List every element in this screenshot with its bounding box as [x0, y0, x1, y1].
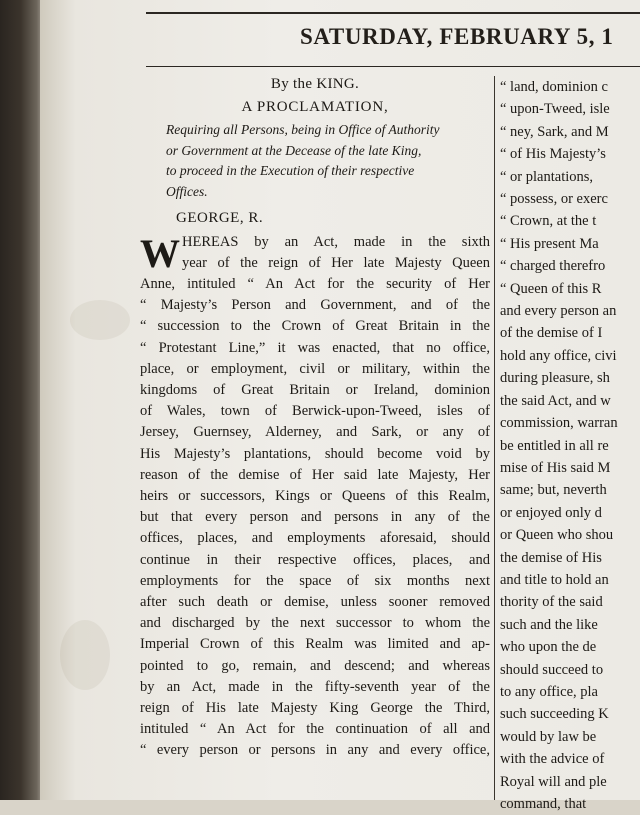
continuation-line: of the demise of I: [500, 325, 603, 342]
continuation-line: the said Act, and w: [500, 392, 611, 409]
body-lines: [140, 274, 490, 762]
continuation-line: with the advice of: [500, 751, 605, 768]
body-line: and discharged by the next successor to whom the: [140, 615, 490, 632]
date-rule: [146, 66, 640, 67]
continuation-line: or enjoyed only d: [500, 504, 602, 521]
body-line: reign of His late Majesty King George the Third,: [140, 700, 490, 717]
continuation-line: and every person an: [500, 303, 617, 320]
continuation-line: “ Crown, at the t: [500, 213, 597, 230]
body-line: offices, places, and employments aforesaid, should: [140, 530, 490, 547]
subtitle-line: Requiring all Persons, being in Office of Authority: [166, 122, 440, 138]
masthead-rule: [146, 12, 640, 14]
body-line: place, or employment, civil or military, within the: [140, 360, 490, 377]
continuation-line: “ charged therefro: [500, 258, 606, 275]
continuation-line: would by law be: [500, 728, 597, 745]
proclamation-column: [140, 70, 490, 762]
continuation-line: commission, warran: [500, 415, 618, 432]
continuation-line: “ of His Majesty’s: [500, 146, 606, 163]
continuation-line: command, that: [500, 796, 587, 812]
continuation-line: such succeeding K: [500, 706, 609, 723]
body-line: employments for the space of six months next: [140, 572, 490, 589]
issue-date: SATURDAY, FEBRUARY 5, 1: [300, 24, 614, 49]
body-line: kingdoms of Great Britain or Ireland, dominion: [140, 382, 490, 399]
heading-proclamation: A PROCLAMATION,: [241, 99, 389, 116]
body-line: “ succession to the Crown of Great Britain in the: [140, 318, 490, 335]
continuation-line: should succeed to: [500, 661, 604, 678]
continuation-line: mise of His said M: [500, 459, 611, 476]
body-line: “ Protestant Line,” it was enacted, that no office,: [140, 339, 490, 356]
body-line: pointed to go, remain, and descend; and whereas: [140, 657, 490, 674]
body-line: Anne, intituled “ An Act for the security of Her: [140, 276, 490, 293]
continuation-column: [500, 76, 640, 815]
body-line: Jersey, Guernsey, Alderney, and Sark, or any of: [140, 424, 490, 441]
heading-by-the-king: By the KING.: [270, 76, 360, 92]
foxing-stain: [70, 300, 130, 340]
continuation-line: “ Queen of this R: [500, 280, 602, 297]
continuation-line: “ His present Ma: [500, 235, 599, 252]
royal-signature: GEORGE, R.: [176, 210, 264, 227]
continuation-line: “ or plantations,: [500, 168, 594, 185]
continuation-line: “ land, dominion c: [500, 79, 608, 95]
continuation-line: who upon the de: [500, 639, 597, 656]
continuation-line: the demise of His: [500, 549, 602, 566]
proclamation-subtitle: [140, 120, 490, 202]
continuation-line: thority of the said: [500, 594, 603, 611]
body-line: by an Act, made in the fifty-seventh year of the: [140, 678, 490, 695]
subtitle-line: or Government at the Decease of the late King,: [166, 142, 422, 158]
body-line: after such death or demise, unless sooner removed: [140, 594, 490, 611]
continuation-line: “ upon-Tweed, isle: [500, 101, 610, 118]
continuation-line: or Queen who shou: [500, 527, 614, 544]
body-line: Imperial Crown of this Realm was limited and ap-: [140, 636, 490, 653]
continuation-line: hold any office, civi: [500, 347, 617, 364]
continuation-line: and title to hold an: [500, 571, 609, 588]
body-line: “ Majesty’s Person and Government, and of the: [140, 297, 490, 314]
body-line: continue in their respective offices, places, and: [140, 551, 490, 568]
body-line: but that every person and persons in any of the: [140, 509, 490, 526]
continuation-line: Royal will and ple: [500, 773, 607, 790]
drop-cap: W: [140, 230, 180, 276]
body-line: HEREAS by an Act, made in the sixth: [182, 233, 490, 250]
continuation-line: such and the like: [500, 616, 598, 633]
body-line: of Wales, town of Berwick-upon-Tweed, isles of: [140, 403, 490, 420]
body-line: intituled “ An Act for the continuation of all and: [140, 721, 490, 738]
continuation-line: same; but, neverth: [500, 482, 607, 499]
subtitle-line: to proceed in the Execution of their respective: [166, 163, 415, 179]
body-line: year of the reign of Her late Majesty Queen: [182, 254, 490, 271]
continuation-line: to any office, pla: [500, 683, 598, 700]
body-line: His Majesty’s plantations, should become void by: [140, 445, 490, 462]
foxing-stain: [60, 620, 110, 690]
continuation-line: “ ney, Sark, and M: [500, 123, 609, 140]
proclamation-body: [140, 232, 490, 762]
subtitle-line: Offices.: [166, 183, 208, 199]
continuation-line: “ possess, or exerc: [500, 191, 608, 208]
continuation-line: be entitled in all re: [500, 437, 609, 454]
body-line: heirs or successors, Kings or Queens of this Realm,: [140, 488, 490, 505]
body-line: reason of the demise of Her said late Majesty, Her: [140, 466, 490, 483]
continuation-line: during pleasure, sh: [500, 370, 610, 387]
column-divider: [494, 76, 495, 800]
body-line: “ every person or persons in any and every office,: [140, 742, 490, 759]
